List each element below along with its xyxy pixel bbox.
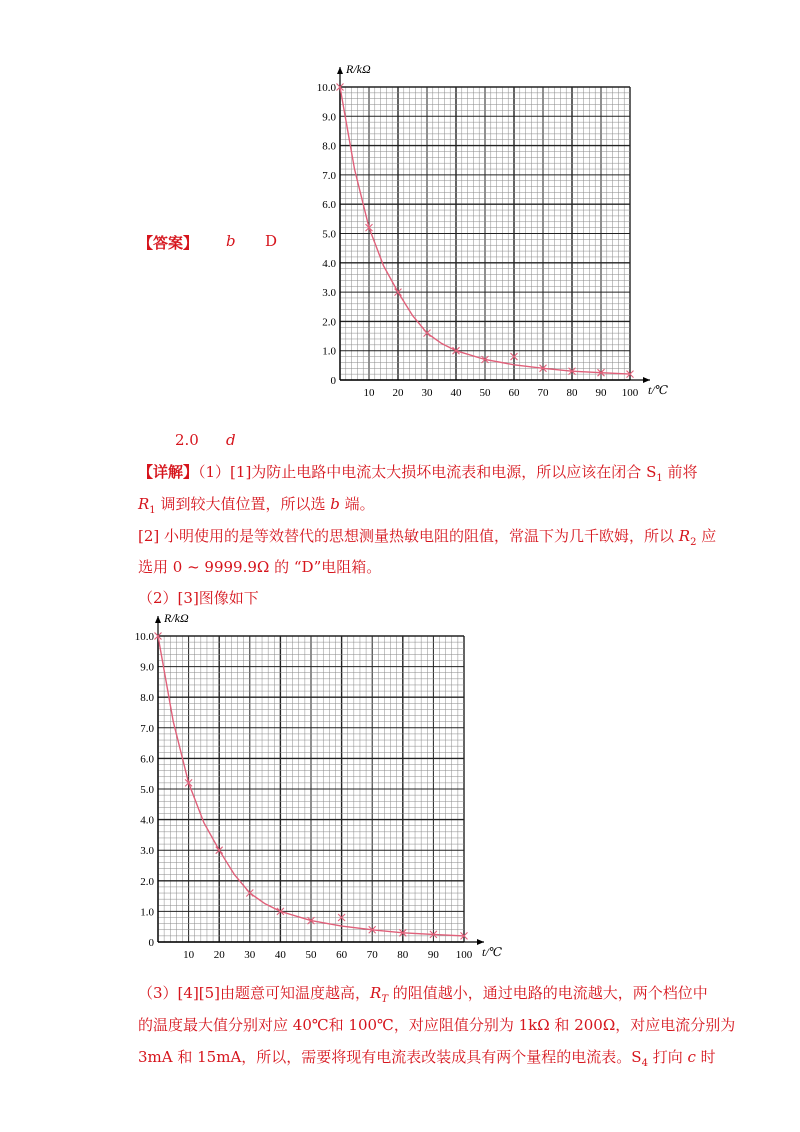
symbol-rt-sub: T — [381, 994, 389, 1005]
detail-line-3-tail: 应 — [696, 527, 717, 545]
y-axis-label: R/kΩ — [346, 62, 371, 76]
y-tick-label: 5.0 — [322, 228, 336, 241]
y-tick-label: 9.0 — [322, 111, 336, 124]
x-tick-label: 90 — [595, 387, 607, 399]
detail-line-8-mid: 打向 — [647, 1048, 688, 1066]
y-tick-label: 6.0 — [322, 199, 336, 212]
x-tick-label: 80 — [397, 949, 409, 961]
y-tick-label: 7.0 — [322, 169, 336, 182]
detail-line-4: 选用 0 ~ 9999.9Ω 的 “D”电阻箱。 — [138, 558, 382, 576]
detail-line-7: 的温度最大值分别对应 40℃和 100℃，对应阻值分别为 1kΩ 和 200Ω，对应电流分别为 — [138, 1016, 736, 1034]
answer-b: b — [226, 232, 236, 250]
x-tick-label: 10 — [363, 387, 375, 399]
x-tick-label: 10 — [183, 949, 195, 961]
x-tick-label: 60 — [336, 949, 348, 961]
detail-line-8-sub: 4 — [641, 1058, 648, 1069]
detail-line-1 — [138, 461, 698, 484]
y-axis-arrow — [155, 616, 161, 623]
detail-line-8-tail: 时 — [695, 1048, 716, 1066]
x-tick-label: 50 — [305, 949, 317, 961]
y-tick-label: 3.0 — [322, 287, 336, 300]
x-tick-label: 20 — [213, 949, 225, 961]
y-tick-label: 7.0 — [140, 722, 154, 735]
x-tick-label: 80 — [566, 387, 578, 399]
symbol-r1-sub: 1 — [149, 505, 156, 516]
answer-D: D — [265, 232, 278, 250]
x-tick-label: 30 — [421, 387, 433, 399]
chart-2 — [118, 606, 513, 961]
detail-line-2 — [138, 493, 375, 516]
y-tick-label: 2.0 — [140, 875, 154, 888]
x-tick-label: 40 — [274, 949, 286, 961]
y-tick-label: 0 — [330, 375, 336, 387]
y-tick-label: 3.0 — [140, 845, 154, 858]
chart-1 — [300, 55, 680, 400]
detail-line-6-tail: 的阻值越小，通过电路的电流越大，两个档位中 — [388, 984, 708, 1002]
y-tick-label: 8.0 — [140, 692, 154, 705]
y-tick-label: 9.0 — [140, 661, 154, 674]
y-tick-label: 4.0 — [322, 257, 336, 270]
y-tick-label: 1.0 — [140, 906, 154, 919]
x-tick-label: 70 — [537, 387, 549, 399]
symbol-c: c — [687, 1048, 696, 1066]
y-tick-label: 4.0 — [140, 814, 154, 827]
y-axis-label: R/kΩ — [164, 611, 189, 625]
x-tick-label: 100 — [455, 949, 473, 961]
y-tick-label: 8.0 — [322, 140, 336, 153]
x-tick-label: 40 — [450, 387, 462, 399]
answer-value: 2.0 — [175, 431, 199, 449]
detail-line-8-text: 3mA 和 15mA，所以，需要将现有电流表改装成具有两个量程的电流表。S — [138, 1048, 642, 1066]
y-tick-label: 1.0 — [322, 345, 336, 358]
symbol-r1: R — [138, 495, 150, 513]
y-tick-label: 10.0 — [134, 631, 154, 643]
symbol-rt: R — [370, 984, 382, 1002]
detail-label: 【详解】 — [138, 463, 199, 481]
detail-line-8 — [138, 1046, 716, 1069]
y-tick-label: 6.0 — [140, 753, 154, 766]
x-tick-label: 60 — [508, 387, 520, 399]
detail-line-1-sub: 1 — [656, 473, 663, 484]
symbol-r2: R — [678, 527, 691, 545]
detail-line-6-text: （3）[4][5]由题意可知温度越高， — [138, 984, 371, 1002]
detail-line-1-text: （1）[1]为防止电路中电流太大损坏电流表和电源，所以应该在闭合 S — [198, 463, 657, 481]
detail-line-1-tail: 前将 — [662, 463, 698, 481]
x-tick-label: 70 — [366, 949, 378, 961]
detail-line-3-text: [2] 小明使用的是等效替代的思想测量热敏电阻的阻值，常温下为几千欧姆，所以 — [138, 527, 679, 545]
x-tick-label: 100 — [621, 387, 639, 399]
y-tick-label: 2.0 — [322, 316, 336, 329]
answer-label: 【答案】 — [138, 234, 199, 252]
detail-line-5: （2）[3]图像如下 — [138, 589, 259, 607]
symbol-b: b — [330, 495, 340, 513]
y-tick-label: 5.0 — [140, 784, 154, 796]
x-axis-label: t/℃ — [648, 383, 669, 397]
answer-d: d — [226, 431, 236, 449]
x-tick-label: 90 — [427, 949, 439, 961]
detail-line-2-text: 调到较大值位置，所以选 — [155, 495, 331, 513]
y-tick-label: 10.0 — [316, 82, 336, 94]
x-tick-label: 20 — [392, 387, 404, 399]
y-tick-label: 0 — [148, 937, 154, 949]
x-tick-label: 50 — [479, 387, 491, 399]
x-axis-label: t/℃ — [482, 945, 503, 959]
detail-line-2-tail: 端。 — [339, 495, 375, 513]
y-axis-arrow — [337, 67, 343, 74]
x-tick-label: 30 — [244, 949, 256, 961]
detail-line-6 — [138, 982, 708, 1005]
detail-line-3 — [138, 525, 716, 548]
symbol-r2-sub: 2 — [690, 537, 697, 548]
